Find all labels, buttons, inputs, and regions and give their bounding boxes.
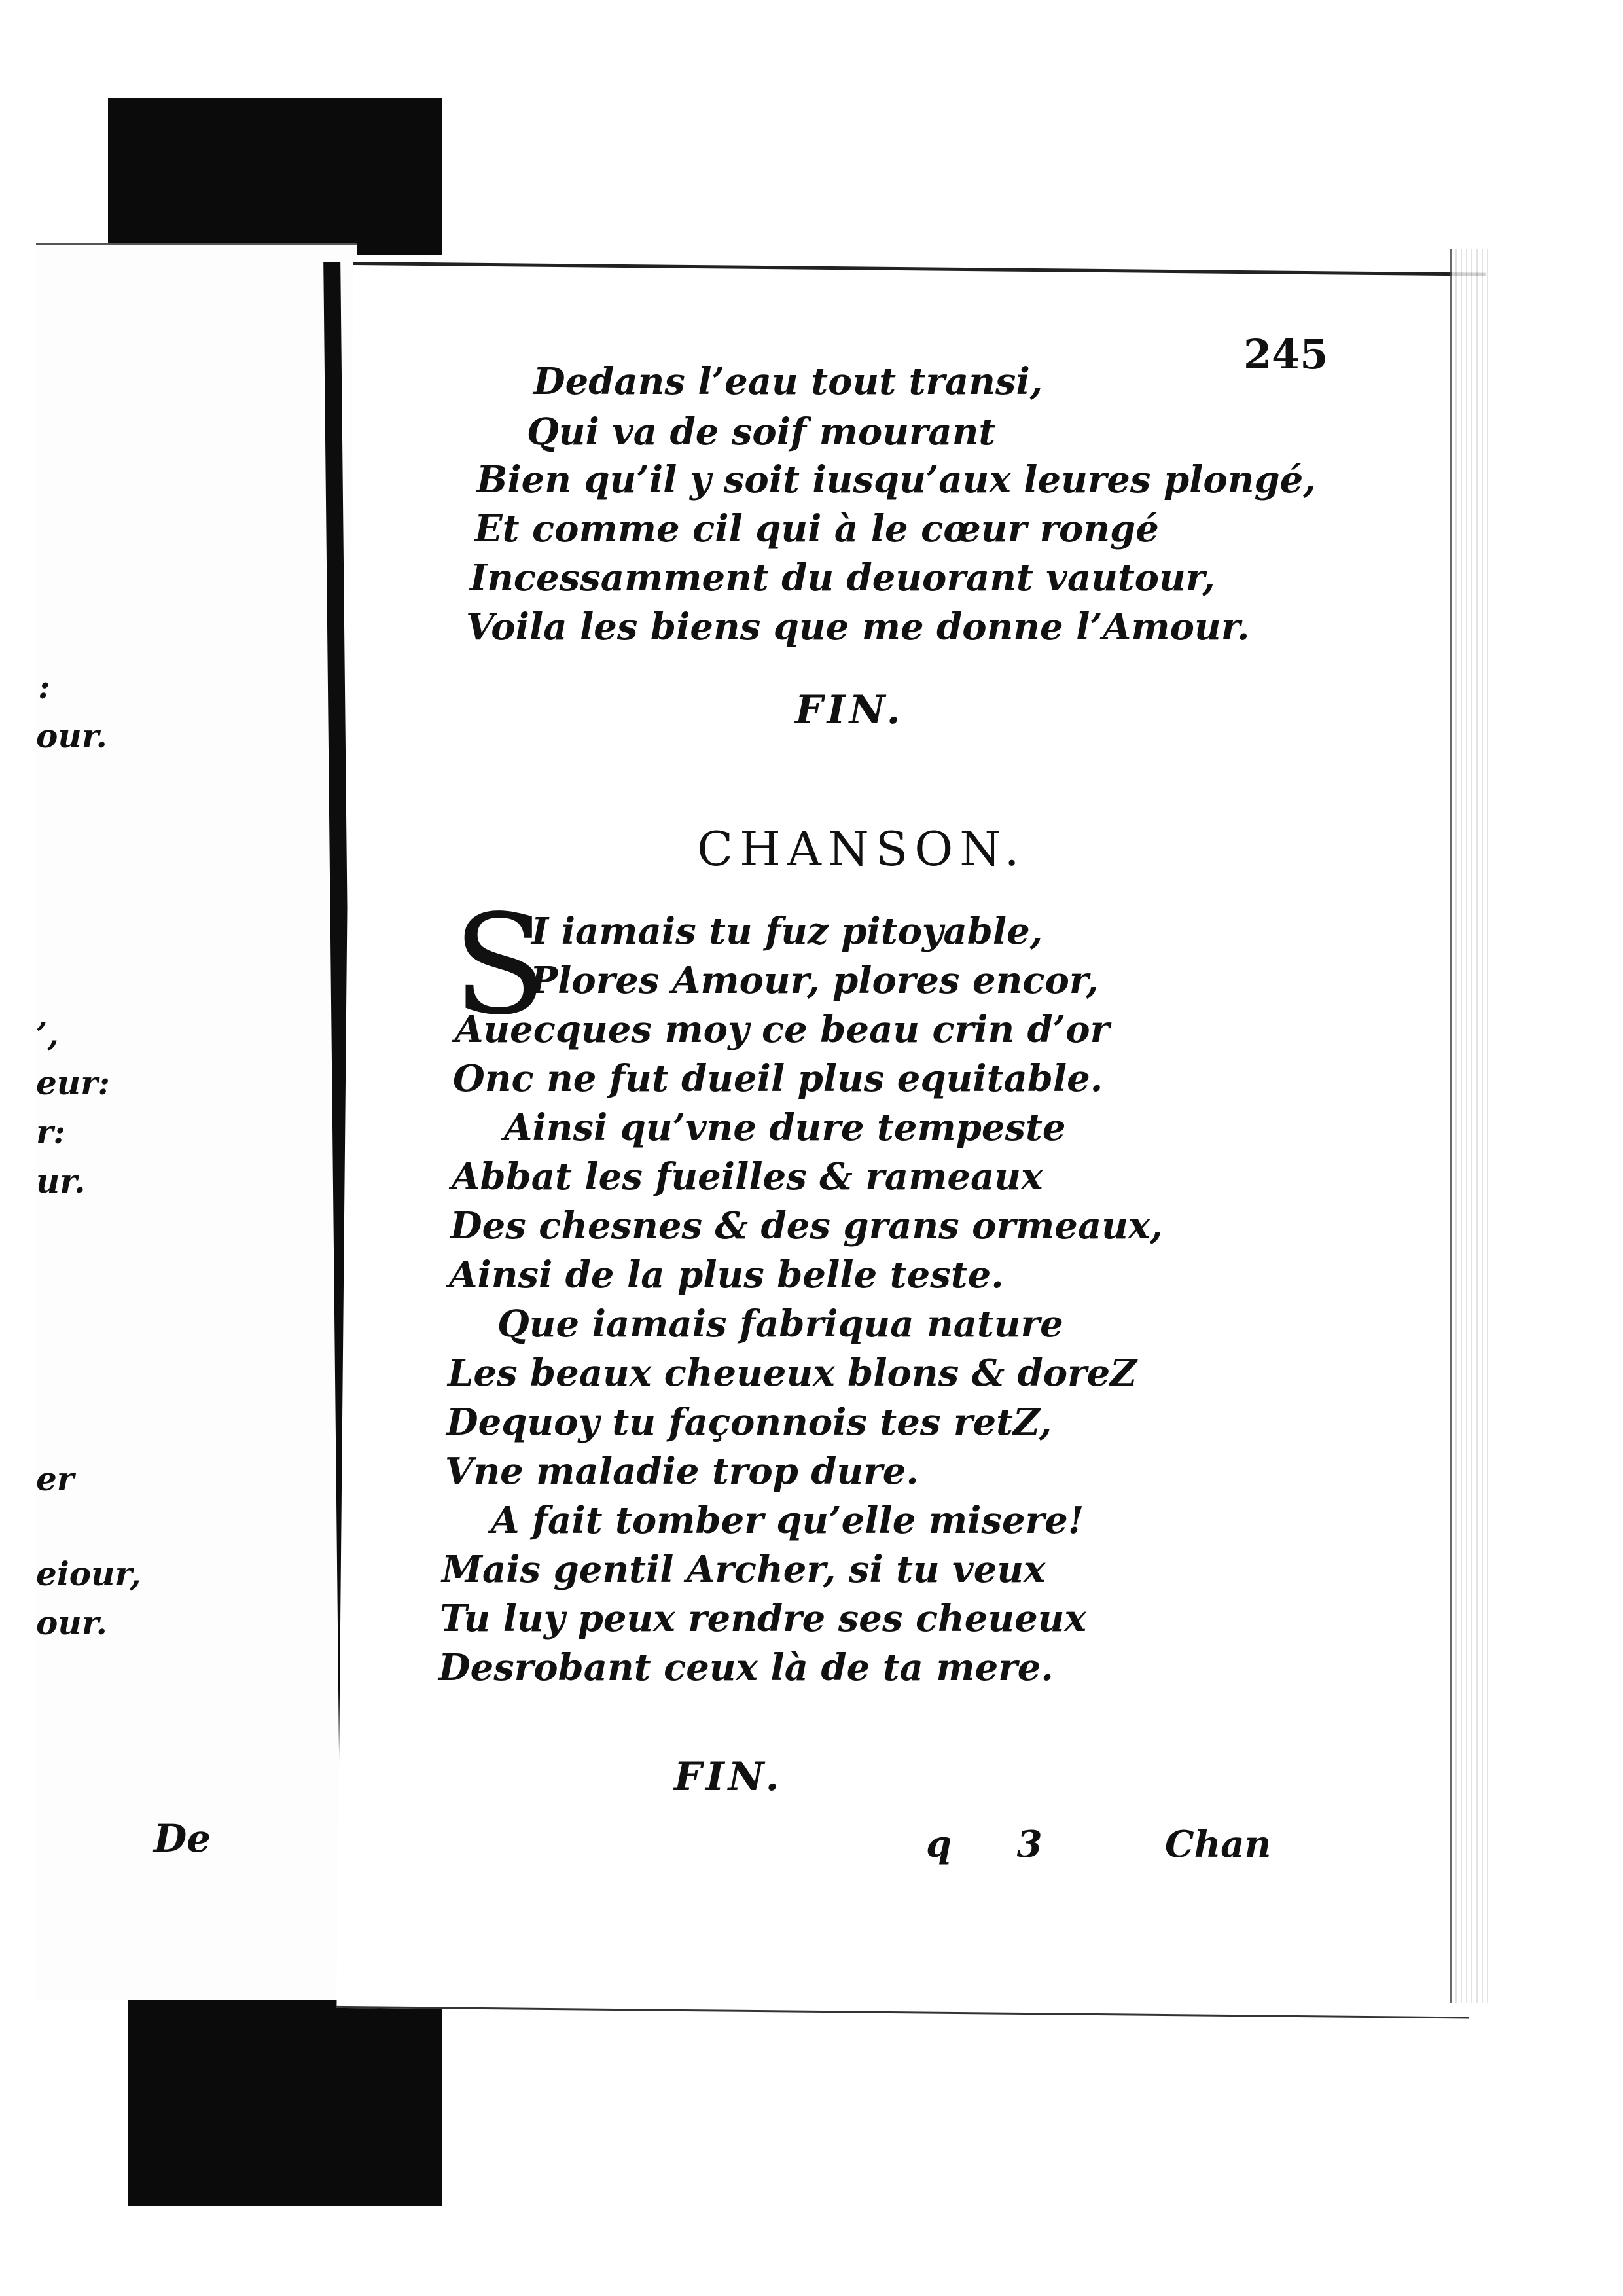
verse-line: Ainsi qu’vne dure tempeste	[504, 1106, 1066, 1149]
page-number: 245	[1243, 331, 1329, 378]
verse-line: Desrobant ceux là de ta mere.	[438, 1646, 1054, 1689]
verse-line: Onc ne fut dueil plus equitable.	[453, 1057, 1103, 1100]
verse-line: Vne maladie trop dure.	[445, 1450, 919, 1493]
catchword: Chan	[1165, 1823, 1272, 1866]
verse-line: Bien qu’il y soit iusqu’aux leures plongé,	[476, 458, 1316, 501]
verse-line: Mais gentil Archer, si tu veux	[442, 1548, 1046, 1591]
verse-line: Auecques moy ce beau crin d’or	[455, 1008, 1110, 1051]
verse-line: Dedans l’eau tout transi,	[533, 360, 1043, 403]
verse-line: Tu luy peux rendre ses cheueux	[440, 1597, 1086, 1640]
left-catchword: De	[154, 1816, 211, 1861]
signature-mark: q 3	[926, 1823, 1069, 1866]
left-facing-page	[36, 243, 357, 2000]
film-border-top	[108, 98, 442, 255]
verse-line: Voila les biens que me donne l’Amour.	[466, 605, 1250, 649]
verse-line: Qui va de soif mourant	[527, 410, 996, 454]
verse-line: Ainsi de la plus belle teste.	[449, 1253, 1004, 1297]
verse-line: Que iamais fabriqua nature	[497, 1302, 1063, 1346]
section-title: CHANSON.	[697, 821, 1026, 876]
verse-line: I iamais tu fuz pitoyable,	[531, 910, 1043, 953]
left-fragment: our.	[36, 717, 107, 755]
left-fragment: :	[38, 668, 50, 706]
left-fragment: our.	[36, 1604, 107, 1642]
verse-line: Plores Amour, plores encor,	[530, 959, 1099, 1002]
fin-marker: FIN.	[674, 1754, 783, 1800]
verse-line: Et comme cil qui à le cœur rongé	[474, 507, 1159, 550]
film-border-bottom	[128, 1990, 442, 2206]
verse-line: Des chesnes & des grans ormeaux,	[450, 1204, 1163, 1247]
left-fragment: ur.	[36, 1162, 86, 1200]
left-fragment: r:	[36, 1113, 65, 1151]
verse-line: Les beaux cheueux blons & doreZ	[448, 1352, 1137, 1395]
left-fragment: eur:	[36, 1064, 110, 1102]
page-edge	[1450, 249, 1491, 2003]
drop-cap: S	[453, 885, 547, 1045]
left-fragment: er	[36, 1460, 75, 1498]
left-fragment: ’,	[36, 1014, 59, 1053]
verse-line: A fait tomber qu’elle misere!	[491, 1499, 1084, 1542]
verse-line: Dequoy tu façonnois tes retZ,	[446, 1401, 1052, 1444]
verse-line: Incessamment du deuorant vautour,	[470, 556, 1215, 600]
verse-line: Abbat les fueilles & rameaux	[452, 1155, 1043, 1198]
left-fragment: eiour,	[36, 1554, 141, 1593]
fin-marker: FIN.	[795, 687, 904, 733]
